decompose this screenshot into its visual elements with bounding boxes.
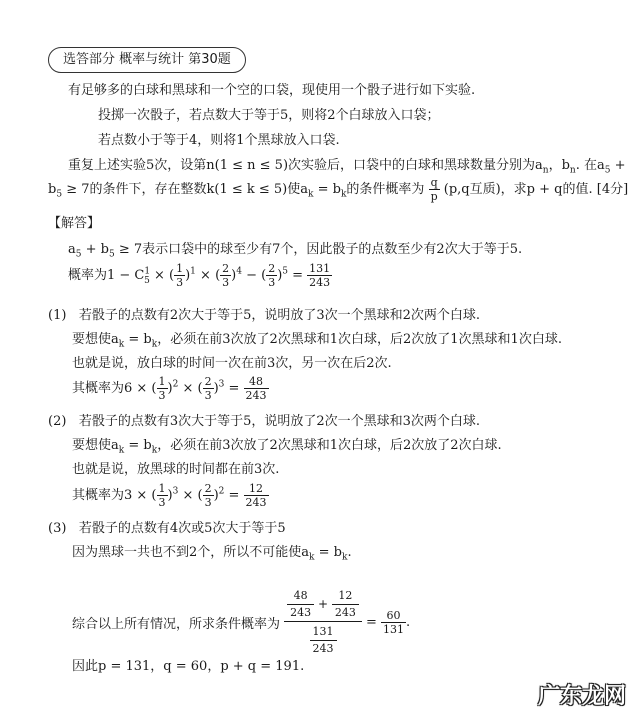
solution-label: 【解答】 bbox=[48, 216, 101, 231]
compound-fraction: $\frac{48}{243}$ + $\frac{12}{243}$ $\frac{131}{243}$ bbox=[284, 588, 362, 657]
problem-line-5: $b_5 \ge 7$的条件下，存在整数k(1 ≤ k ≤ 5)使$a_k = b_k$的条件概率为 $\frac{q}{p}$ (p,q互质)，求p + q的值. [4分] bbox=[48, 176, 629, 203]
case-2-line-3: 也就是说，放黑球的时间都在前3次. bbox=[72, 462, 280, 477]
final-result-60-131: $\frac{60}{131}$ bbox=[383, 609, 405, 636]
result-131-243: $\frac{131}{243}$ bbox=[309, 262, 331, 289]
case-2-line-2: 要想使$a_k = b_k$，必须在前3次放了2次黑球和1次白球，后2次放了2次白球. bbox=[72, 438, 502, 456]
case-1-line-1: (1) 若骰子的点数有2次大于等于5，说明放了3次一个黑球和2次两个白球. bbox=[48, 308, 481, 323]
problem-title: 选答部分 概率与统计 第30题 bbox=[48, 47, 246, 73]
case-1-line-3: 也就是说，放白球的时间一次在前3次，另一次在后2次. bbox=[72, 356, 392, 371]
problem-line-4: 重复上述实验5次，设第n(1 ≤ n ≤ 5)次实验后，口袋中的白球和黑球数量分别为$a_n$，$b_n$. 在$a_5$ + bbox=[68, 158, 626, 176]
problem-line-2: 投掷一次骰子，若点数大于等于5，则将2个白球放入口袋； bbox=[98, 108, 440, 123]
fraction-q-over-p: $\frac{q}{p}$ bbox=[430, 176, 438, 203]
site-watermark: 广东龙网 bbox=[537, 684, 626, 709]
case-3-line-2: 因为黑球一共也不到2个，所以不可能使$a_k = b_k$. bbox=[72, 545, 352, 563]
solution-line-2: 概率为$1 - C^1_5$ × ( $\frac{1}{3}$ )$^1$ × ( $\frac{2}{3}$ )$^4$ − ( $\frac{2}{3}$ )$^5$ = $\frac{131}{243}$ bbox=[68, 262, 331, 289]
case-2-line-1: (2) 若骰子的点数有3次大于等于5，说明放了2次一个黑球和3次两个白球. bbox=[48, 414, 481, 429]
case-3-line-1: (3) 若骰子的点数有4次或5次大于等于5 bbox=[48, 521, 286, 536]
final-answer: 因此p = 131，q = 60，p + q = 191. bbox=[72, 659, 305, 674]
case-1-line-4: 其概率为6 × ( $\frac{1}{3}$ )$^2$ × ( $\frac{2}{3}$ )$^3$ = $\frac{48}{243}$ bbox=[72, 375, 267, 402]
problem-line-3: 若点数小于等于4，则将1个黑球放入口袋. bbox=[98, 133, 340, 148]
solution-line-1: $a_5 + b_5 \ge 7$表示口袋中的球至少有7个，因此骰子的点数至少有2次大于等于5. bbox=[68, 242, 523, 260]
case-2-line-4: 其概率为3 × ( $\frac{1}{3}$ )$^3$ × ( $\frac{2}{3}$ )$^2$ = $\frac{12}{243}$ bbox=[72, 482, 267, 509]
case-1-line-2: 要想使$a_k = b_k$，必须在前3次放了2次黑球和1次白球，后2次放了1次黑球和1次白球. bbox=[72, 332, 562, 350]
problem-line-1: 有足够多的白球和黑球和一个空的口袋，现使用一个骰子进行如下实验. bbox=[68, 83, 476, 98]
final-fraction-line: 综合以上所有情况，所求条件概率为 $\frac{48}{243}$ + $\frac{12}{243}$ $\frac{131}{243}$ = $\frac{60}{131}$ . bbox=[72, 589, 411, 655]
